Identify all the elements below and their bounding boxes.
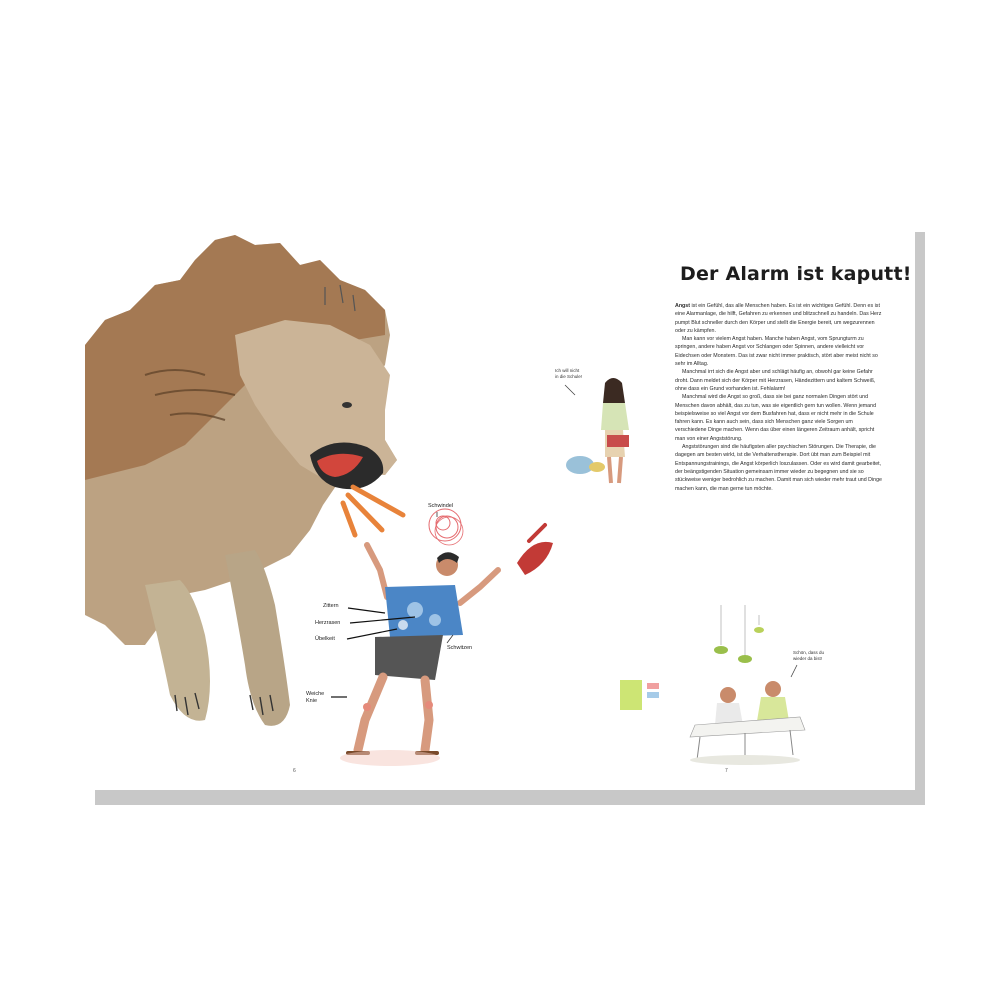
label-schwindel: Schwindel [428, 503, 454, 509]
roar-streaks [343, 487, 403, 535]
speech-bubble-school [555, 368, 582, 379]
label-herzrasen: Herzrasen [315, 620, 341, 626]
therapy-scene-illustration [620, 665, 805, 765]
label-zittern: Zittern [323, 603, 339, 609]
paragraph-3: Manchmal irrt sich die Angst aber und schlägt häufig an, obwohl gar keine Gefahr droht. Dann meldet sich der Körper mit Herzrasen, Händezittern und kaltem Schweiß, ohne dass ein Grund vorhanden ist. Fehlalarm! [675, 369, 876, 392]
speech-bubble-table-line-1: Schön, dass du [793, 650, 825, 655]
page-number-right: 7 [725, 768, 728, 774]
lion-illustration [85, 235, 397, 726]
body-text [675, 302, 883, 493]
label-uebelkeit: Übelkeit [315, 636, 335, 642]
paragraph-1: Angst ist ein Gefühl, das alle Menschen haben. Es ist ein wichtiges Gefühl. Denn es ist eine Alarmanlage, die hilft, Gefahren zu erkennen und blitzschnell zu handeln. Das Herz pumpt Blut schneller durch den Körper und stellt die Energie bereit, um wegzurennen oder zu kämpfen. [675, 303, 882, 334]
hanging-plants [714, 605, 764, 663]
paragraph-5: Angststörungen sind die häufigsten aller psychischen Störungen. Die Therapie, die dagegen am besten wirkt, ist die Verhaltenstherapie. Dort übt man zum Beispiel mit Entspannungstrainings, die Angst körperlich loszulassen. Oder es wird damit gearbeitet, der beängstigenden Situation gemeinsam immer wieder zu begegnen und sie so stückweise weniger bedrohlich zu machen. Damit man sich wieder mehr traut und Dinge machen kann, die man gerne tun möchte. [675, 444, 882, 492]
dizziness-scribble [429, 509, 463, 545]
anxious-person-illustration [340, 545, 498, 766]
speech-bubble-table [793, 650, 824, 661]
label-weiche-knie-line-1: Weiche [306, 691, 325, 697]
speech-bubble-table-line-2: wieder da bist! [793, 655, 823, 661]
label-weiche-knie [306, 691, 324, 704]
label-weiche-knie-line-2: Knie [306, 697, 318, 704]
label-schwitzen: Schwitzen [447, 645, 473, 651]
flying-cap [517, 525, 553, 575]
page-title: Der Alarm ist kaputt! [680, 263, 912, 285]
book-spread [85, 225, 915, 790]
speech-bubble-school-line-2: in die Schule! [555, 373, 583, 379]
page-number-left: 6 [293, 768, 296, 774]
worried-woman-illustration [565, 378, 629, 483]
speech-bubble-school-line-1: Ich will nicht [555, 368, 580, 373]
keyword-angst: Angst [675, 303, 691, 309]
paragraph-4: Manchmal wird die Angst so groß, dass sie bei ganz normalen Dingen stört und Menschen davon abhält, das zu tun, was sie eigentlich gern tun wollen. Wenn jemand beispielsweise so viel Angst vor dem Busfahren hat, dass er nicht mehr in die Schule fahren kann. Es kann auch sein, dass sich Menschen ganz viele Sorgen um verschiedene Dinge machen. Wenn das über einen längeren Zeitraum anhält, spricht man von einer Angststörung. [675, 394, 877, 442]
paragraph-2: Man kann vor vielem Angst haben. Manche haben Angst, vom Sprungturm zu springen, andere haben Angst vor Schlangen oder Spinnen, andere vielleicht vor Eidechsen oder Monstern. Das ist zwar nicht immer praktisch, stört aber meist nicht so sehr im Alltag. [675, 336, 878, 368]
